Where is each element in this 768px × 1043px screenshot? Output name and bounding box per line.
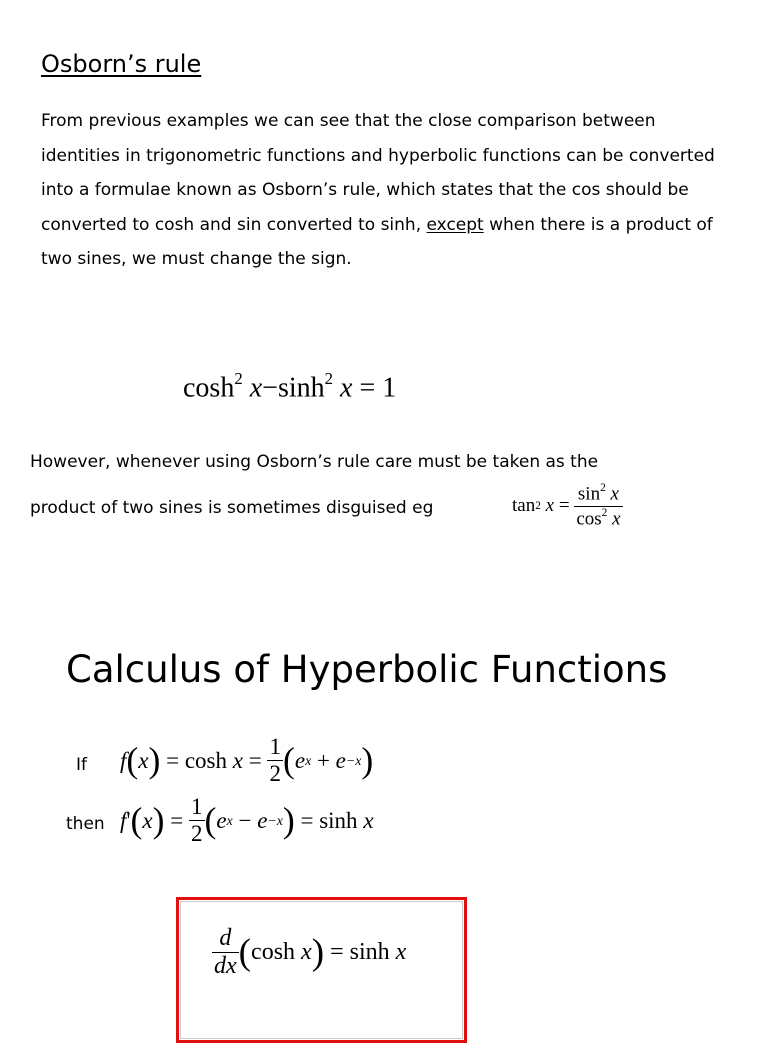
- section-title-osborns-rule: Osborn’s rule: [41, 50, 202, 78]
- identity-cosh-sinh: $\cosh^2 x-\sinh^2$ x = 1: [183, 369, 397, 404]
- tan-squared-equation: tan 2 x = $\frac{\sin^2 x}{\cos^2 x}$: [512, 482, 621, 530]
- paragraph-text-end: when there is a product of two sines, we must change the sign.: [41, 214, 713, 270]
- tan-fraction: $\frac{\sin^2 x}{\cos^2 x}$: [576, 482, 621, 530]
- note-line-2: product of two sines is sometimes disguised eg: [30, 498, 434, 518]
- emphasis-except: except: [426, 214, 484, 235]
- f-prime-equation: f ' ( x ) = $\frac{1}{2}$ ( e x − e −x ) = sinh x: [120, 794, 374, 846]
- label-then: then: [66, 814, 105, 834]
- label-if: If: [76, 755, 87, 775]
- derivative-cosh-equation: $\frac{d}{dx}$ ( cosh x ) = sinh x: [214, 925, 407, 979]
- section-title-calculus: Calculus of Hyperbolic Functions: [66, 648, 668, 691]
- paragraph-text-start: From previous examples we can see that the close comparison between identities in trigonometric functions and hyperbolic functions can be converted into a formulae known as Osborn’s rule, which states that the cos should be converted to cosh and sin converted to sinh,: [41, 111, 715, 235]
- osborn-paragraph: [41, 104, 731, 277]
- f-definition-equation: f ( x ) = cosh x = $\frac{1}{2}$ ( e x + e −x ): [120, 734, 374, 786]
- note-line-1: However, whenever using Osborn’s rule care must be taken as the: [30, 452, 599, 472]
